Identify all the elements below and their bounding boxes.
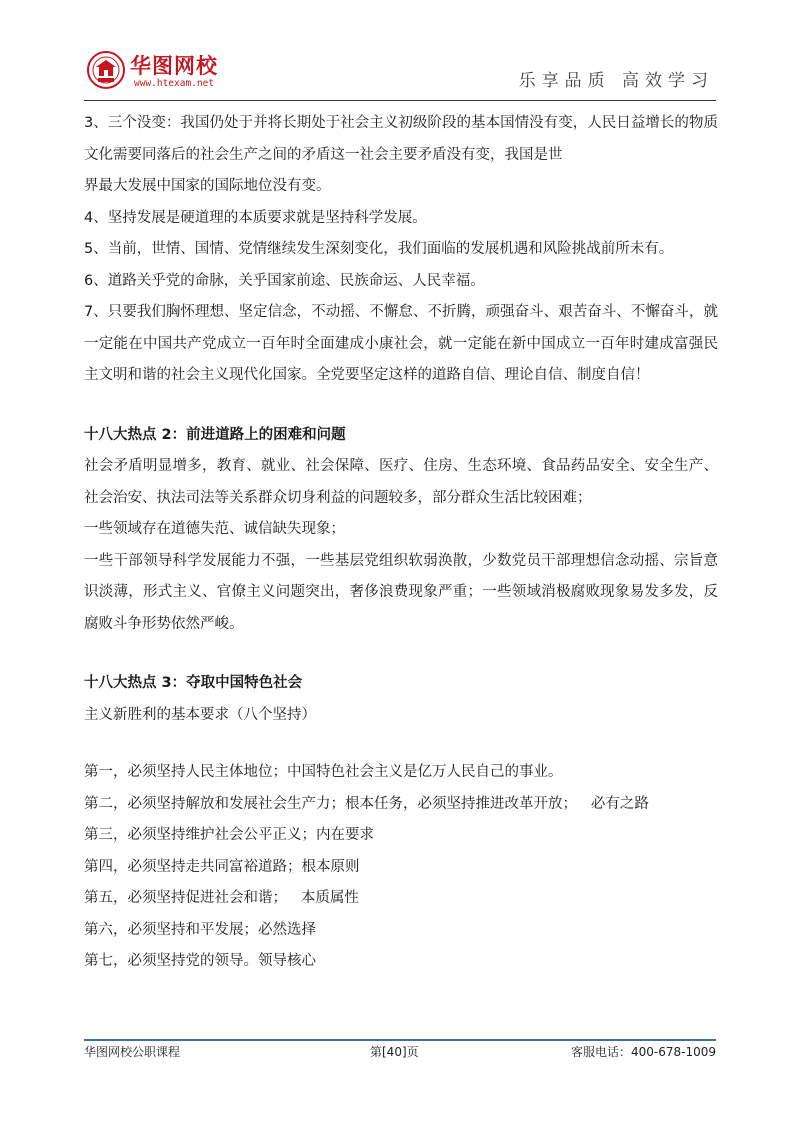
page-number: 第[40]页 — [370, 1045, 419, 1059]
spacer — [84, 392, 718, 420]
footer-hotline: 客服电话：400-678-1009 — [570, 1045, 716, 1059]
seal-logo-icon — [86, 50, 126, 90]
page-footer — [84, 1043, 716, 1063]
list-item: 第七，必须坚持党的领导。领导核心 — [84, 953, 316, 969]
spacer — [84, 731, 718, 757]
spacer — [84, 640, 718, 668]
paragraph: 社会矛盾明显增多，教育、就业、社会保障、医疗、住房、生态环境、食品药品安全、安全生产、社会治安、执法司法等关系群众切身利益的问题较多，部分群众生活比较困难； — [84, 458, 718, 506]
list-item: 第六，必须坚持和平发展；必然选择 — [84, 921, 316, 938]
paragraph: 7、只要我们胸怀理想、坚定信念，不动摇、不懈怠、不折腾，顽强奋斗、艰苦奋斗、不懈奋斗，就一定能在中国共产党成立一百年时全面建成小康社会，就一定能在新中国成立一百年时建成富强民主文明和谐的社会主义现代化国家。全党要坚定这样的道路自信、理论自信、制度自信！ — [84, 304, 718, 383]
paragraph: 界最大发展中国家的国际地位没有变。 — [84, 178, 331, 194]
section-heading: 十八大热点 3：夺取中国特色社会 — [84, 675, 303, 691]
list-item: 第五，必须坚持促进社会和谐； 本质属性 — [84, 890, 359, 906]
paragraph: 6、道路关乎党的命脉，关乎国家前途、民族命运、人民幸福。 — [84, 272, 485, 289]
section-heading: 十八大热点 2：前进道路上的困难和问题 — [84, 426, 346, 443]
list-item: 第一，必须坚持人民主体地位；中国特色社会主义是亿万人民自己的事业。 — [84, 764, 563, 780]
document-body — [84, 108, 718, 978]
page-header — [84, 48, 716, 100]
footer-course-name: 华图网校公职课程 — [84, 1045, 181, 1059]
logo — [84, 48, 224, 98]
paragraph: 5、当前，世情、国情、党情继续发生深刻变化，我们面临的发展机遇和风险挑战前所未有。 — [84, 241, 674, 257]
paragraph: 3、三个没变：我国仍处于并将长期处于社会主义初级阶段的基本国情没有变，人民日益增长的物质文化需要同落后的社会生产之间的矛盾这一社会主要矛盾没有变，我国是世 — [84, 115, 718, 163]
paragraph: 4、坚持发展是硬道理的本质要求就是坚持科学发展。 — [84, 209, 427, 226]
header-slogan: 乐享品质 高效学习 — [518, 71, 714, 91]
list-item: 第三，必须坚持维护社会公平正义；内在要求 — [84, 827, 374, 843]
paragraph: 主义新胜利的基本要求（八个坚持） — [84, 706, 316, 723]
footer-divider — [84, 1039, 716, 1041]
paragraph: 一些干部领导科学发展能力不强，一些基层党组织软弱涣散，少数党员干部理想信念动摇、宗旨意识淡薄，形式主义、官僚主义问题突出，奢侈浪费现象严重；一些领域消极腐败现象易发多发，反腐败斗争形势依然严峻。 — [84, 552, 718, 632]
logo-url: www.htexam.net — [134, 78, 215, 89]
paragraph: 一些领域存在道德失范、诚信缺失现象； — [84, 521, 345, 537]
list-item: 第四，必须坚持走共同富裕道路；根本原则 — [84, 858, 360, 875]
list-item: 第二，必须坚持解放和发展社会生产力；根本任务，必须坚持推进改革开放； 必有之路 — [84, 795, 649, 812]
logo-title: 华图网校 — [130, 54, 218, 78]
header-divider — [84, 100, 716, 101]
